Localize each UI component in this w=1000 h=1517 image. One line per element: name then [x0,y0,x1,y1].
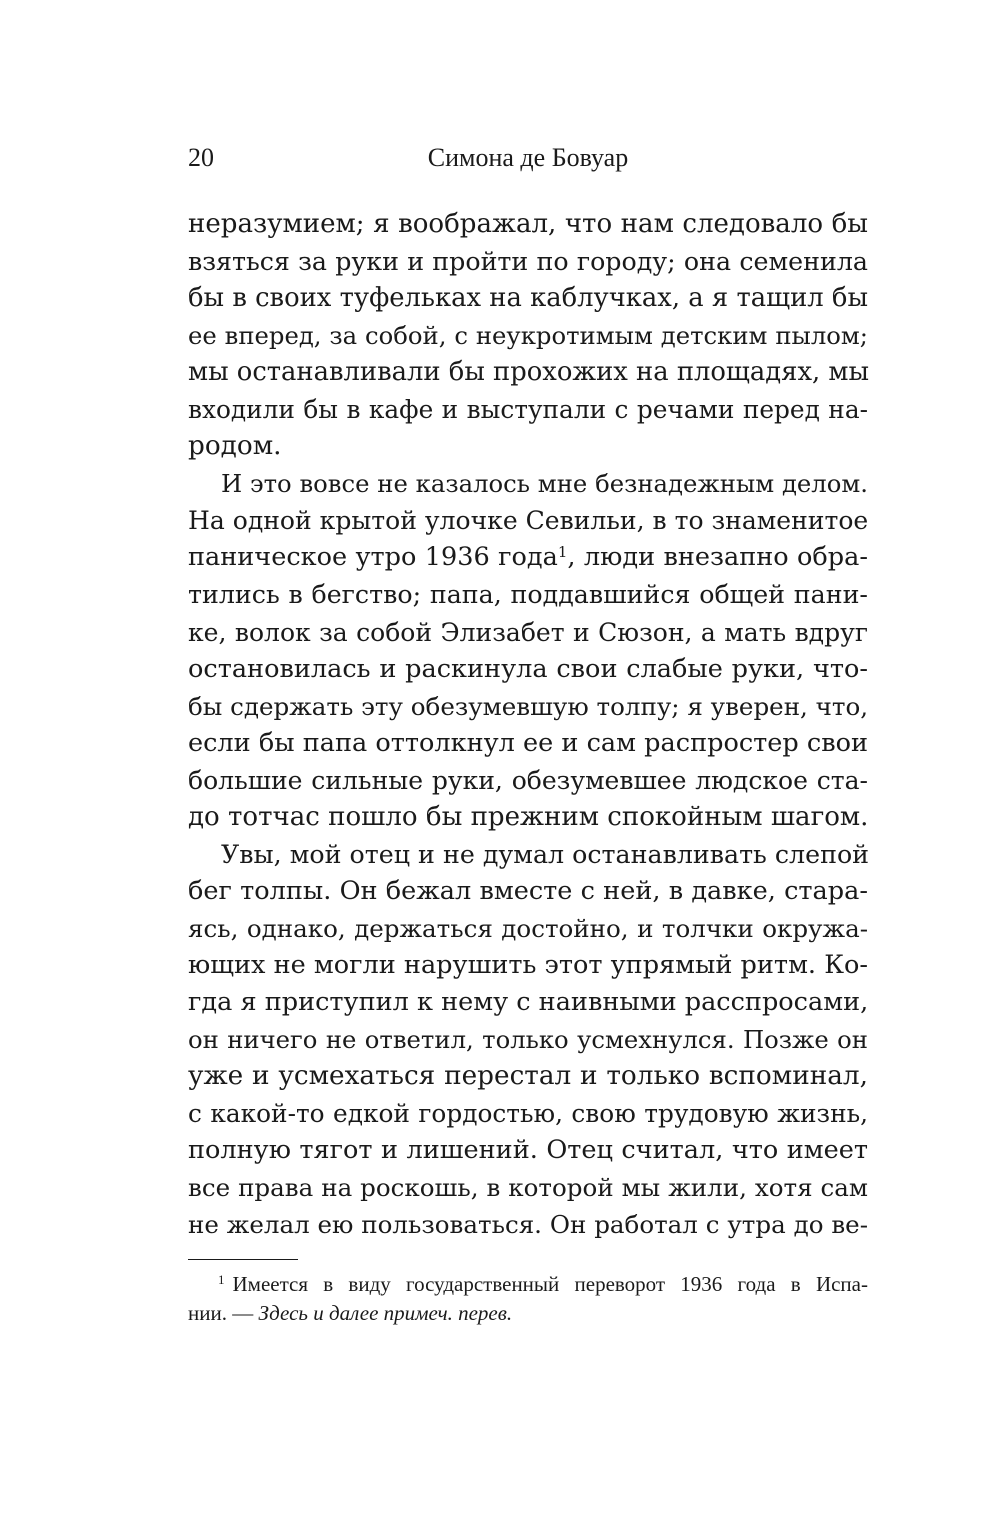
text-line: ке, волок за собой Элизабет и Сюзон, а мать вдруг [188,617,868,647]
text-line: не желал ею пользоваться. Он работал с утра до ве- [188,1210,868,1240]
running-head-author: Симона де Бовуар [427,143,629,172]
text-line: бег толпы. Он бежал вместе с ней, в давке, стара- [188,875,868,906]
text-line: большие сильные руки, обезумевшее людское ста- [188,765,868,795]
footnote-line [188,1299,868,1328]
footnote-line [188,1270,868,1299]
footnote [188,1270,868,1328]
text-line: мы останавливали бы прохожих на площадях, мы [188,357,869,388]
footnote-translator-note: Здесь и далее примеч. перев. [258,1301,513,1325]
text-line: Увы, мой отец и не думал останавливать слепой [221,839,870,869]
text-line: гда я приступил к нему с наивными расспросами, [188,986,869,1017]
text-line: взяться за руки и пройти по городу; она семенила [188,247,868,277]
text-line: ясь, однако, держаться достойно, и толчки окружа- [188,913,868,943]
footnote-text: Имеется в виду государственный переворот 1936 года в Испа- [232,1272,868,1296]
text-line-with-footnote-ref [188,539,868,576]
body-text [188,206,868,1243]
text-fragment: паническое утро 1936 года [188,542,558,573]
text-line: бы сдержать эту обезумевшую толпу; я уверен, что, [188,691,869,721]
text-line: все права на роскошь, в которой мы жили, хотя сам [188,1173,868,1203]
text-line: до тотчас пошло бы прежним спокойным шагом. [188,801,869,832]
footnote-text: нии. — [188,1301,259,1325]
text-line: он ничего не ответил, только усмехнулся. Позже он [188,1025,868,1055]
text-line: И это вовсе не казалось мне безнадежным делом. [221,469,868,499]
footnote-marker: 1 [218,1271,225,1287]
page-number: 20 [188,143,214,172]
text-line: остановилась и раскинула свои слабые руки, что- [188,653,868,684]
text-line: с какой-то едкой гордостью, свою трудовую жизнь, [188,1099,868,1129]
text-line: входили бы в кафе и выступали с речами перед на- [188,395,868,425]
text-line: если бы папа оттолкнул ее и сам распростер свои [188,727,868,758]
text-line: неразумием; я воображал, что нам следовало бы [188,209,868,239]
footnote-separator [188,1259,298,1260]
text-line: ее вперед, за собой, с неукротимым детским пылом; [188,321,868,351]
text-line: тились в бегство; папа, поддавшийся общей пани- [188,580,868,610]
text-fragment: , люди внезапно обра- [567,542,868,573]
text-line: бы в своих туфельках на каблучках, а я тащил бы [188,283,868,314]
text-line: родом. [188,431,282,462]
text-line: ющих не могли нарушить этот упрямый ритм. Ко- [188,949,868,980]
text-line: уже и усмехаться перестал и только вспоминал, [188,1061,868,1092]
running-head [188,143,868,173]
text-line: полную тягот и лишений. Отец считал, что имеет [188,1135,868,1166]
text-line: На одной крытой улочке Севильи, в то знаменитое [188,506,869,536]
footnote-reference[interactable]: 1 [557,543,568,562]
